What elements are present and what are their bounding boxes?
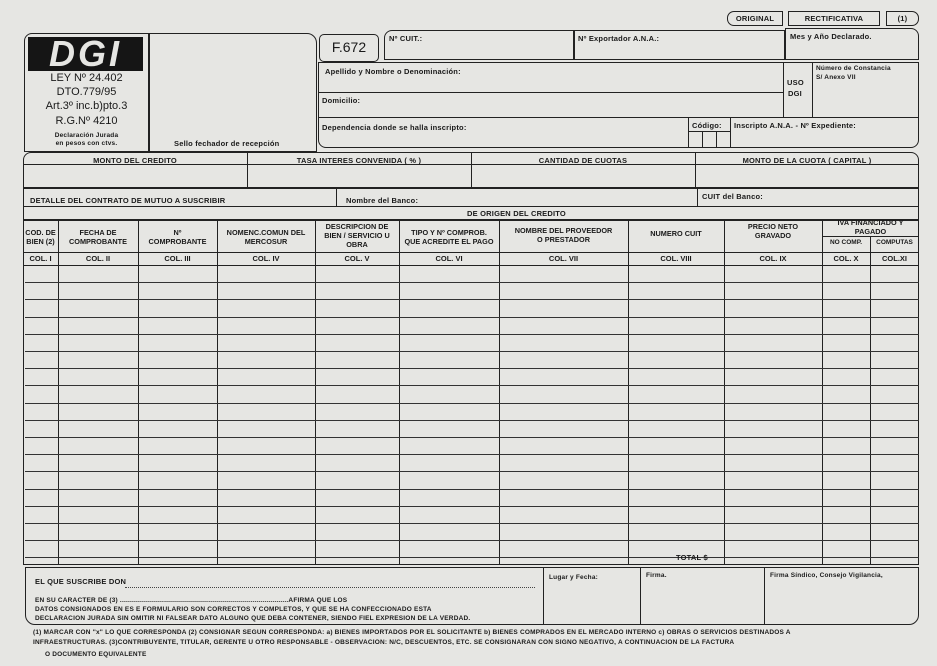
footnote-1: (1) MARCAR CON "x" LO QUE CORRESPONDA (2) CONSIGNAR SEGUN CORRESPONDA: a) BIENES IMPORTADOS POR EL SOLICITANTE b) BIENES COMPRADOS EN EL MERCADO INTERNO c) OBRAS O SERVICIOS DESTINADOS A: [33, 629, 791, 636]
col-divider-1: [58, 220, 59, 565]
col2-header: FECHA DE COMPROBANTE: [69, 228, 127, 246]
contract-line: [23, 206, 919, 207]
table-row[interactable]: [25, 454, 919, 455]
footer-divider-3: [764, 567, 765, 625]
code-label: Código:: [692, 121, 722, 130]
article-text: Art.3º inc.b)pto.3: [45, 100, 128, 112]
dependency-label: Dependencia donde se halla inscripto:: [322, 123, 467, 132]
form-number: F.672: [331, 39, 367, 55]
table-row[interactable]: [25, 351, 919, 352]
col1-header: COD. DE BIEN (2): [25, 228, 56, 246]
uso-divider-right: [812, 62, 813, 117]
code-line: [688, 131, 730, 132]
col11-header: COMPUTAS: [876, 239, 913, 246]
table-row[interactable]: [25, 299, 919, 300]
copy-number: (1): [897, 14, 908, 23]
code-divider-right: [730, 117, 731, 148]
footnote-2: INFRAESTRUCTURAS. (3)CONTRIBUYENTE, TITULAR, GERENTE U OTRO RESPONSABLE - OBSERVACION: N/C, DESCUENTOS, ETC. SE CONSIGNARAN CON SIGNO NEGATIVO, A CONTINUACION DE LA FACTURA: [33, 639, 735, 646]
col5-number: COL. V: [344, 254, 370, 263]
ana-registration-label: Inscripto A.N.A. - Nº Expediente:: [734, 121, 856, 130]
table-row[interactable]: [25, 420, 919, 421]
name-line: [318, 92, 783, 93]
table-row[interactable]: [25, 471, 919, 472]
table-row[interactable]: [25, 540, 919, 541]
col-divider-6: [499, 220, 500, 565]
col9-header: PRECIO NETO GRAVADO: [747, 222, 799, 240]
table-row[interactable]: [25, 334, 919, 335]
col6-header: TIPO Y Nº COMPROB. QUE ACREDITE EL PAGO: [404, 228, 494, 246]
credit-amount-label: MONTO DEL CREDITO: [93, 156, 177, 165]
name-label: Apellido y Nombre o Denominación:: [325, 67, 461, 76]
col2-number: COL. II: [85, 254, 111, 263]
contract-divider: [336, 188, 337, 206]
address-line: [318, 117, 919, 118]
col-divider-4: [315, 220, 316, 565]
exporter-label: Nº Exportador A.N.A.:: [578, 34, 660, 43]
table-row[interactable]: [25, 437, 919, 438]
table-row[interactable]: [25, 557, 919, 558]
uso-divider-left: [783, 62, 784, 117]
rectificativa-label: RECTIFICATIVA: [804, 14, 864, 23]
code-divider-left: [688, 117, 689, 148]
col10-header: NO COMP.: [829, 239, 863, 246]
constancia-label-2: S/ Anexo VII: [816, 74, 856, 81]
installments-input[interactable]: [472, 165, 694, 187]
auditor-signature-label: Firma Síndico, Consejo Vigilancia,: [770, 572, 883, 579]
colnum-bottom-line: [23, 265, 919, 266]
col-divider-5: [399, 220, 400, 565]
col-divider-8: [724, 220, 725, 565]
dgi-logo-text: DGI: [48, 33, 122, 74]
col8-header: NUMERO CUIT: [650, 229, 702, 238]
declaration-line-2: DATOS CONSIGNADOS EN ES E FORMULARIO SON CORRECTOS Y COMPLETOS, Y QUE SE HA CONFECCIONADO ESTA: [35, 606, 432, 613]
col8-number: COL. VIII: [660, 254, 692, 263]
footer-divider-2: [640, 567, 641, 625]
table-row[interactable]: [25, 523, 919, 524]
installment-amount-input[interactable]: [696, 165, 918, 187]
code-cell-2: [716, 131, 717, 148]
col10-number: COL. X: [833, 254, 859, 263]
declaration-text-1: Declaración Jurada: [54, 132, 119, 139]
decree-text: DTO.779/95: [56, 86, 117, 98]
footer-divider-1: [543, 567, 544, 625]
auditor-signature-field[interactable]: [766, 584, 916, 622]
table-row[interactable]: [25, 282, 919, 283]
place-date-field[interactable]: [545, 584, 638, 622]
installments-label: CANTIDAD DE CUOTAS: [538, 156, 628, 165]
cuit-label: Nº CUIT.:: [389, 34, 423, 43]
bank-name-label: Nombre del Banco:: [346, 196, 419, 205]
contract-detail-label: DETALLE DEL CONTRATO DE MUTUO A SUSCRIBIR: [30, 196, 226, 205]
col5-header: DESCRIPCION DE BIEN / SERVICIO U OBRA: [324, 222, 390, 249]
credit-origin-label: DE ORIGEN DEL CREDITO: [467, 209, 566, 218]
col11-number: COL.XI: [881, 254, 907, 263]
col7-number: COL. VII: [548, 254, 579, 263]
col3-header: Nº COMPROBANTE: [148, 228, 207, 246]
law-text: LEY Nº 24.402: [50, 72, 123, 84]
col-divider-9: [822, 220, 823, 565]
declaration-line-3: DECLARACION JURADA SIN OMITIR NI FALSEAR DATO ALGUNO QUE DEBA CONTENER, SIENDO FIEL EXPRESION DE LA VERDAD.: [35, 615, 471, 622]
col6-number: COL. VI: [435, 254, 463, 263]
detail-table: [23, 220, 919, 565]
table-row[interactable]: [25, 403, 919, 404]
uso-label-1: USO: [787, 78, 804, 87]
table-row[interactable]: [25, 489, 919, 490]
place-date-label: Lugar y Fecha:: [549, 574, 599, 581]
table-row[interactable]: [25, 368, 919, 369]
col-divider-7: [628, 220, 629, 565]
col-divider-10: [870, 236, 871, 565]
credit-amount-input[interactable]: [24, 165, 246, 187]
original-label: ORIGINAL: [735, 14, 775, 23]
col1-number: COL. I: [29, 254, 52, 263]
header-bottom-line: [23, 252, 919, 253]
col4-number: COL. IV: [252, 254, 280, 263]
interest-rate-input[interactable]: [248, 165, 470, 187]
signature-field[interactable]: [642, 584, 762, 622]
col4-header: NOMENC.COMUN DEL MERCOSUR: [226, 228, 306, 246]
reception-seal-box[interactable]: [149, 33, 317, 152]
reception-seal-label: Sello fechador de recepción: [174, 139, 280, 148]
table-row[interactable]: [25, 317, 919, 318]
installment-amount-label: MONTO DE LA CUOTA ( CAPITAL ): [742, 156, 872, 165]
month-year-label: Mes y Año Declarado.: [790, 32, 872, 41]
declaration-text-2: en pesos con ctvs.: [55, 140, 118, 147]
table-row[interactable]: [25, 506, 919, 507]
bank-cuit-label: CUIT del Banco:: [702, 192, 763, 201]
rg-text: R.G.Nº 4210: [55, 115, 118, 127]
bank-divider: [697, 188, 698, 206]
constancia-label-1: Número de Constancia: [816, 65, 891, 72]
col-divider-2: [138, 220, 139, 565]
col-divider-3: [217, 220, 218, 565]
footnote-3: O DOCUMENTO EQUIVALENTE: [45, 651, 147, 658]
interest-rate-label: TASA INTERES CONVENIDA ( % ): [296, 156, 422, 165]
table-row[interactable]: [25, 385, 919, 386]
signature-label: Firma.: [646, 572, 667, 579]
uso-label-2: DGI: [788, 89, 802, 98]
code-cell-1: [702, 131, 703, 148]
total-label: TOTAL $: [676, 553, 708, 562]
character-text: EN SU CARACTER DE (3) ....................................................................................AFIRMA QUE LOS: [35, 597, 348, 604]
col9-number: COL. IX: [759, 254, 787, 263]
signer-label: EL QUE SUSCRIBE DON: [35, 577, 127, 586]
iva-header: IVA FINANCIADO Y PAGADO: [837, 218, 904, 236]
col7-header: NOMBRE DEL PROVEEDOR O PRESTADOR: [514, 226, 613, 244]
signer-name-field[interactable]: [125, 574, 535, 588]
col3-number: COL. III: [164, 254, 191, 263]
address-label: Domicilio:: [322, 96, 361, 105]
